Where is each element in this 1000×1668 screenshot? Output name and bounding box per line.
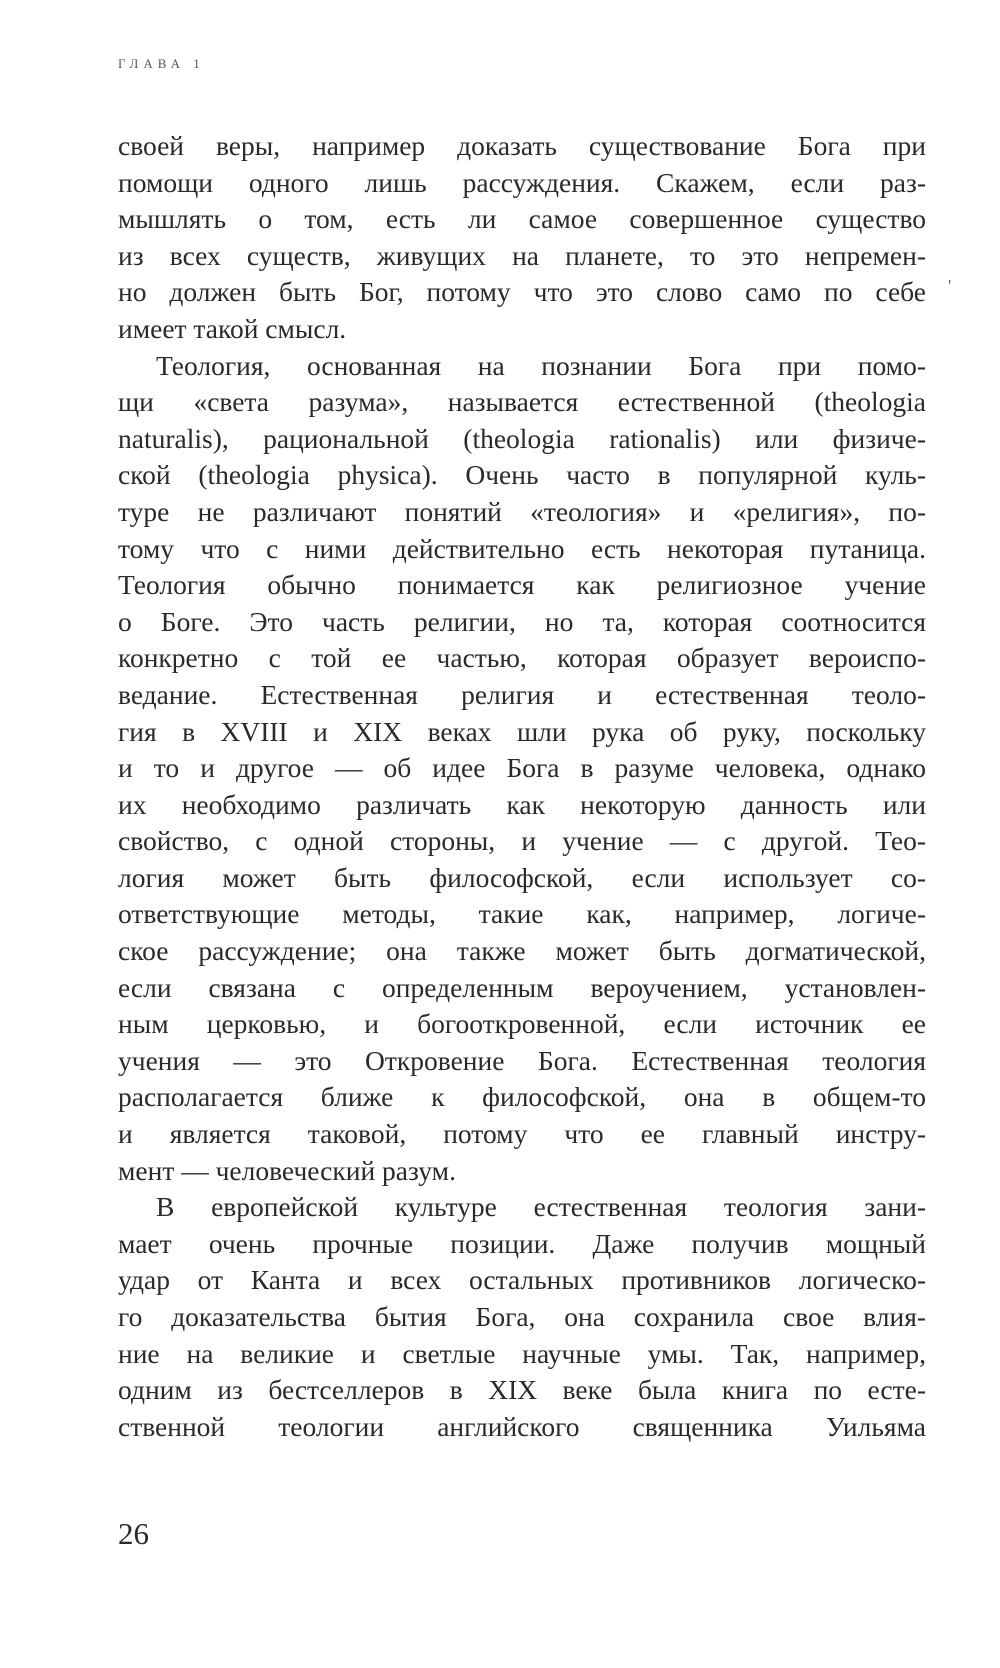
text-line: ское рассуждение; она также может быть догматической,	[118, 935, 926, 967]
paragraph-3	[118, 1189, 926, 1445]
text-line: одним из бестселлеров в XIX веке была книга по есте-	[118, 1374, 926, 1406]
text-line: о Боге. Это часть религии, но та, которая соотносится	[118, 605, 926, 637]
text-line: их необходимо различать как некоторую данность или	[118, 788, 926, 820]
text-line: конкретно с той ее частью, которая образует вероиспо-	[118, 642, 926, 674]
text-line: если связана с определенным вероучением, установлен-	[118, 971, 926, 1003]
text-line: Теология обычно понимается как религиозное учение	[118, 569, 926, 601]
text-line: удар от Канта и всех остальных противников логическо-	[118, 1264, 926, 1296]
text-line: располагается ближе к философской, она в общем-то	[118, 1081, 926, 1113]
text-line: ние на великие и светлые научные умы. Так, например,	[118, 1337, 926, 1369]
text-line: щи «света разума», называется естественной (theologia	[118, 386, 926, 418]
text-line: ственной теологии английского священника Уильяма	[118, 1410, 926, 1442]
text-line: имеет такой смысл.	[118, 312, 347, 344]
text-line: Теология, основанная на познании Бога при помо-	[156, 349, 926, 381]
paragraph-2	[118, 348, 926, 1190]
paragraph-1	[118, 128, 926, 348]
text-line: и то и другое — об идее Бога в разуме человека, однако	[118, 752, 926, 784]
text-line: го доказательства бытия Бога, она сохранила свое влия-	[118, 1301, 926, 1332]
text-line: В европейской культуре естественная теология зани-	[156, 1191, 926, 1223]
text-line: ным церковью, и богооткровенной, если источник ее	[118, 1008, 926, 1040]
stray-mark: '	[948, 276, 952, 296]
text-line: ответствующие методы, такие как, например, логиче-	[118, 898, 926, 930]
text-line: тому что с ними действительно есть некоторая путаница.	[118, 532, 926, 564]
text-line: мент — человеческий разум.	[118, 1154, 456, 1186]
text-line: свойство, с одной стороны, и учение — с другой. Тео-	[118, 825, 926, 857]
text-line: и является таковой, потому что ее главный инстру-	[118, 1118, 926, 1150]
text-line: своей веры, например доказать существование Бога при	[118, 130, 926, 161]
text-line: туре не различают понятий «теология» и «религия», по-	[118, 495, 926, 527]
text-line: из всех существ, живущих на планете, то это непремен-	[118, 239, 926, 271]
body-text	[118, 128, 926, 1445]
running-head: ГЛАВА 1	[118, 56, 205, 71]
text-line: гия в XVIII и XIX веках шли рука об руку, поскольку	[118, 715, 926, 747]
text-line: ведание. Естественная религия и естественная теоло-	[118, 678, 926, 710]
text-line: мает очень прочные позиции. Даже получив мощный	[118, 1227, 926, 1259]
page-number: 26	[118, 1516, 149, 1551]
text-line: помощи одного лишь рассуждения. Скажем, если раз-	[118, 166, 926, 198]
text-line: naturalis), рациональной (theologia rationalis) или физиче-	[118, 422, 926, 454]
text-line: ской (theologia physica). Очень часто в популярной куль-	[118, 459, 926, 491]
text-line: учения — это Откровение Бога. Естественная теология	[118, 1044, 926, 1076]
text-line: логия может быть философской, если использует со-	[118, 861, 926, 893]
text-line: но должен быть Бог, потому что это слово само по себе	[118, 276, 926, 308]
text-line: мышлять о том, есть ли самое совершенное существо	[118, 203, 926, 235]
